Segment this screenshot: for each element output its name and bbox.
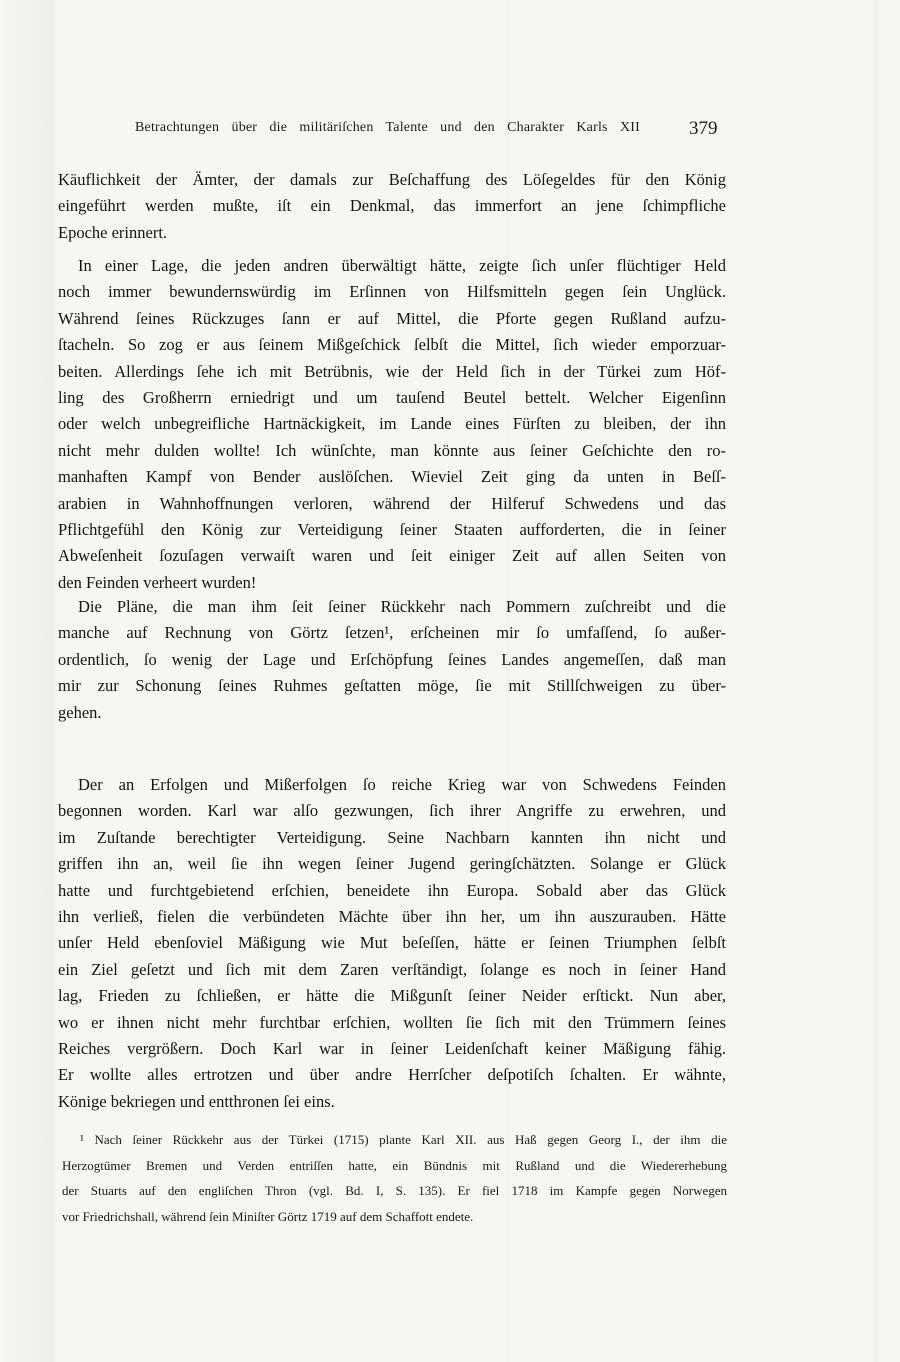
text-line: begonnen worden. Karl war alſo gezwungen, ſich ihrer Angriffe zu erwehren, und — [58, 801, 726, 821]
text-line: ein Ziel geſetzt und ſich mit dem Zaren verſtändigt, ſolange es noch in ſeiner Hand — [58, 959, 726, 979]
text-line: Pflichtgefühl den König zur Verteidigung ſeiner Staaten aufforderten, die in ſeiner — [58, 519, 726, 539]
text-line: manhaften Kampf von Bender auslöſchen. Wieviel Zeit ging da unten in Beſſ- — [58, 467, 726, 487]
page-number: 379 — [689, 118, 718, 139]
text-line: hatte und furchtgebietend erſchien, beneidete ihn Europa. Sobald aber das Glück — [58, 880, 726, 900]
text-line: eingeführt werden mußte, iſt ein Denkmal, das immerfort an jene ſchimpfliche — [58, 196, 726, 216]
text-line: Die Pläne, die man ihm ſeit ſeiner Rückkehr nach Pommern zuſchreibt und die — [78, 597, 726, 616]
text-line: oder welch unbegreifliche Hartnäckigkeit, im Lande eines Fürſten zu bleiben, der ihn — [58, 414, 726, 434]
footnote-line: Herzogtümer Bremen und Verden entriſſen hatte, ein Bündnis mit Rußland und die Wiedererhebung — [62, 1157, 727, 1173]
footnote-line: der Stuarts auf den engliſchen Thron (vgl. Bd. I, S. 135). Er fiel 1718 im Kampfe gegen Norwegen — [62, 1183, 727, 1198]
paragraph — [58, 167, 726, 246]
text-line: In einer Lage, die jeden andren überwältigt hätte, zeigte ſich unſer flüchtiger Held — [78, 256, 726, 275]
text-line: ordentlich, ſo wenig der Lage und Erſchöpfung ſeines Landes angemeſſen, daß man — [58, 649, 726, 669]
text-line: den Feinden verheert wurden! — [58, 572, 257, 592]
text-line: unſer Held ebenſoviel Mäßigung wie Mut beſeſſen, hätte er ſeinen Triumphen ſelbſt — [58, 933, 726, 953]
text-line: ihn verließ, fielen die verbündeten Mächte über ihn her, um ihn auszurauben. Hätte — [58, 906, 726, 926]
text-line: gehen. — [58, 702, 102, 722]
text-line: ſtacheln. So zog er aus ſeinem Mißgeſchick ſelbſt die Mittel, ſich wieder emporzuar- — [58, 335, 726, 355]
text-line: arabien in Wahnhoffnungen verloren, während der Hilferuf Schwedens und das — [58, 493, 726, 513]
text-line: mir zur Schonung ſeines Ruhmes geſtatten möge, ſie mit Stillſchweigen zu über- — [58, 676, 726, 696]
text-line: wo er ihnen nicht mehr furchtbar erſchien, wollten ſie ſich mit den Trümmern ſeines — [58, 1012, 726, 1032]
text-line: griffen ihn an, weil ſie ihn wegen ſeiner Jugend geringſchätzten. Solange er Glück — [58, 854, 726, 874]
text-line: beiten. Allerdings ſehe ich mit Betrübnis, wie der Held ſich in der Türkei zum Höf- — [58, 361, 726, 381]
text-line: Während ſeines Rückzuges ſann er auf Mittel, die Pforte gegen Rußland aufzu- — [58, 308, 726, 328]
footnote — [62, 1127, 727, 1229]
text-line: Reiches vergrößern. Doch Karl war in ſeiner Leidenſchaft keiner Mäßigung fähig. — [58, 1038, 726, 1058]
footnote-line: vor Friedrichshall, während ſein Miniſter Görtz 1719 auf dem Schaffott endete. — [62, 1208, 474, 1224]
paragraph — [58, 594, 726, 726]
text-line: Er wollte alles ertrotzen und über andre Herrſcher deſpotiſch ſchalten. Er wähnte, — [58, 1065, 726, 1085]
text-line: Könige bekriegen und entthronen ſei eins. — [58, 1091, 335, 1111]
text-line: noch immer bewundernswürdig im Erſinnen von Hilfsmitteln gegen ſein Unglück. — [58, 282, 726, 302]
text-line: im Zuſtande berechtigter Verteidigung. Seine Nachbarn kannten ihn nicht und — [58, 827, 726, 847]
text-line: Käuflichkeit der Ämter, der damals zur Beſchaffung des Löſegeldes für den König — [58, 170, 726, 189]
footnote-line: ¹ Nach ſeiner Rückkehr aus der Türkei (1715) plante Karl XII. aus Haß gegen Georg I., der ihm die — [80, 1132, 727, 1147]
paragraph — [58, 772, 726, 1115]
text-line: Abweſenheit ſozuſagen verwaiſt waren und ſeit einiger Zeit auf allen Seiten von — [58, 546, 726, 566]
running-head: Betrachtungen über die militäriſchen Talente und den Charakter Karls XII — [135, 120, 640, 135]
paragraph — [58, 253, 726, 596]
text-line: Der an Erfolgen und Mißerfolgen ſo reiche Krieg war von Schwedens Feinden — [78, 775, 726, 794]
text-line: Epoche erinnert. — [58, 222, 168, 242]
text-line: manche auf Rechnung von Görtz ſetzen¹, erſcheinen mir ſo umfaſſend, ſo außer- — [58, 623, 726, 643]
text-line: nicht mehr dulden wollte! Ich wünſchte, man könnte aus ſeiner Geſchichte den ro- — [58, 440, 726, 460]
text-line: ling des Großherrn erniedrigt und um tauſend Beutel bettelt. Welcher Eigenſinn — [58, 387, 726, 407]
text-line: lag, Frieden zu ſchließen, er hätte die Mißgunſt ſeiner Neider erſtickt. Nun aber, — [58, 986, 726, 1006]
